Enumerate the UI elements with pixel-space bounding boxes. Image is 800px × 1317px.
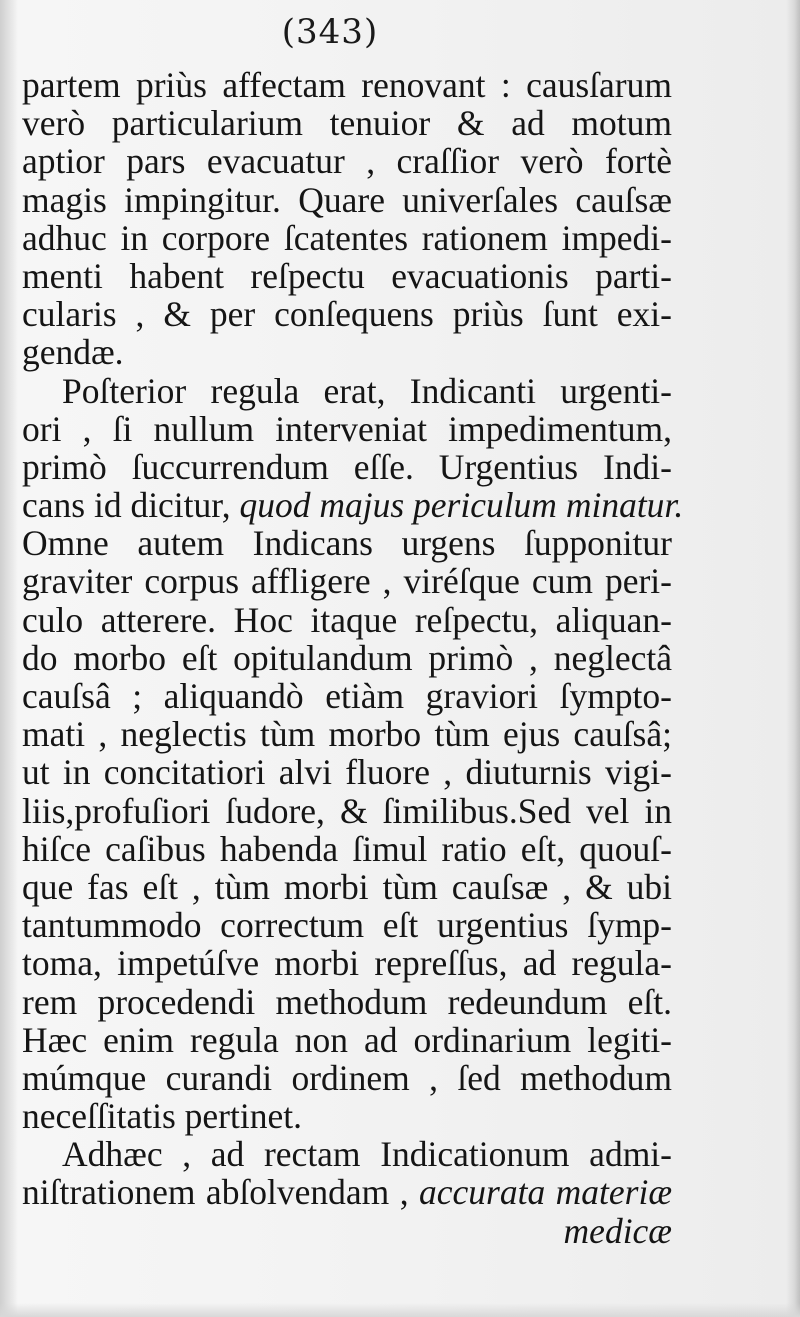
text-line: rem procedendi methodum redeundum eſt. [22,981,672,1022]
body-text [22,65,684,1251]
text-line: tantummodo correctum eſt urgentius ſymp- [22,905,672,946]
text-line: ut in concitatiori alvi fluore , diuturnis vigi- [22,752,672,793]
text-roman: niſtrationem abſolvendam , [22,1172,420,1213]
text-line: magis impingitur. Quare univerſales cauſsæ [22,179,672,220]
paragraph-first-line: Adhæc , ad rectam Indicationum admi- [62,1134,672,1175]
text-line: toma, impetúſve morbi repreſſus, ad regula- [22,943,672,984]
text-line: primò ſuccurrendum eſſe. Urgentius Indi- [22,446,672,487]
text-line: partem priùs affectam renovant : causſarum [22,65,672,105]
text-line: hiſce caſibus habenda ſimul ratio eſt, quouſ- [22,828,672,869]
text-line-mixed [22,485,684,526]
text-line: culo atterere. Hoc itaque reſpectu, aliquan- [22,599,672,640]
text-line: Omne autem Indicans urgens ſupponitur [22,523,672,564]
catchword [22,1212,672,1250]
text-line-mixed [22,1173,672,1211]
text-line: cauſsâ ; aliquandò etiàm graviori ſympto- [22,676,672,716]
paragraph-first-line: Poſterior regula erat, Indicanti urgenti- [62,370,672,411]
text-line: graviter corpus affligere , viréſque cum peri- [22,561,672,602]
text-line: ori , ſi nullum interveniat impedimentum, [22,408,672,449]
text-line: que fas eſt , tùm morbi tùm cauſsæ , & ubi [22,866,672,907]
text-italic: accurata materiæ [419,1172,672,1213]
text-line: neceſſitatis pertinet. [22,1096,302,1137]
text-italic-quote: quod majus periculum minatur. [239,485,684,526]
page-gutter-shadow [0,0,18,1317]
text-line: aptior pars evacuatur , craſſior verò fortè [22,141,672,182]
text-line: gendæ. [22,332,124,373]
text-line: verò particularium tenuior & ad motum [22,103,672,144]
text-line: do morbo eſt opitulandum primò , neglectâ [22,637,672,678]
text-line: adhuc in corpore ſcatentes rationem impedi- [22,217,672,258]
text-line: mati , neglectis tùm morbo tùm ejus cauſsâ; [22,714,672,755]
text-line: liis,profuſiori ſudore, & ſimilibus.Sed vel in [22,790,672,831]
page-bottom-edge [0,1303,800,1317]
text-line: Hæc enim regula non ad ordinarium legiti- [22,1019,672,1060]
text-line: múmque curandi ordinem , ſed methodum [22,1057,672,1098]
text-roman: cans id dicitur, [22,485,240,526]
page-number: (343) [281,12,379,52]
page-right-edge [786,0,800,1317]
text-line: menti habent reſpectu evacuationis parti- [22,255,672,296]
text-line: cularis , & per conſequens priùs ſunt exi- [22,294,672,335]
catchword-text: medicæ [563,1210,672,1251]
